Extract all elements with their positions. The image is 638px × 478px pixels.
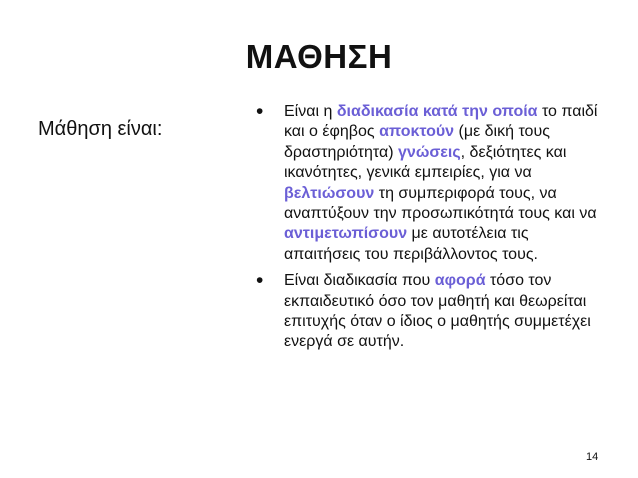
bullet-text: Είναι η bbox=[284, 103, 337, 120]
bullet-dot-icon: • bbox=[256, 100, 264, 123]
highlighted-term: γνώσεις bbox=[398, 143, 461, 161]
highlighted-term: αποκτούν bbox=[379, 123, 455, 141]
bullet-text: τόσο τον εκπαιδευτικό όσο τον μαθητή και θεωρείται επιτυχής όταν ο ίδιος ο μαθητής συμμετέχει ενεργά σε αυτήν. bbox=[284, 272, 591, 351]
left-label: Μάθηση είναι: bbox=[38, 118, 163, 140]
bullet-item bbox=[254, 102, 604, 265]
bullet-text: (με δική τους δραστηριότητα) bbox=[284, 123, 550, 161]
highlighted-term: αντιμετωπίσουν bbox=[284, 225, 408, 243]
bullet-text: με αυτοτέλεια τις απαιτήσεις του περιβάλλοντος τους. bbox=[284, 225, 538, 263]
bullet-dot-icon: • bbox=[256, 269, 264, 293]
bullet-list bbox=[254, 102, 604, 359]
bullet-item bbox=[254, 271, 604, 353]
highlighted-term: αφορά bbox=[434, 272, 486, 290]
highlighted-term: βελτιώσουν bbox=[284, 184, 375, 202]
bullet-text: , δεξιότητες και ικανότητες, γενικά εμπειρίες, για να bbox=[284, 143, 567, 182]
slide-title: ΜΑΘΗΣΗ bbox=[245, 38, 393, 75]
highlighted-term: διαδικασία κατά την οποία bbox=[336, 103, 538, 120]
page-number: 14 bbox=[586, 451, 599, 463]
bullet-text: Είναι διαδικασία που bbox=[284, 272, 435, 290]
bullet-text: τη συμπεριφορά τους, να αναπτύξουν την προσωπικότητά τους και να bbox=[284, 184, 597, 223]
bullet-text: το παιδί και ο έφηβος bbox=[284, 103, 598, 141]
